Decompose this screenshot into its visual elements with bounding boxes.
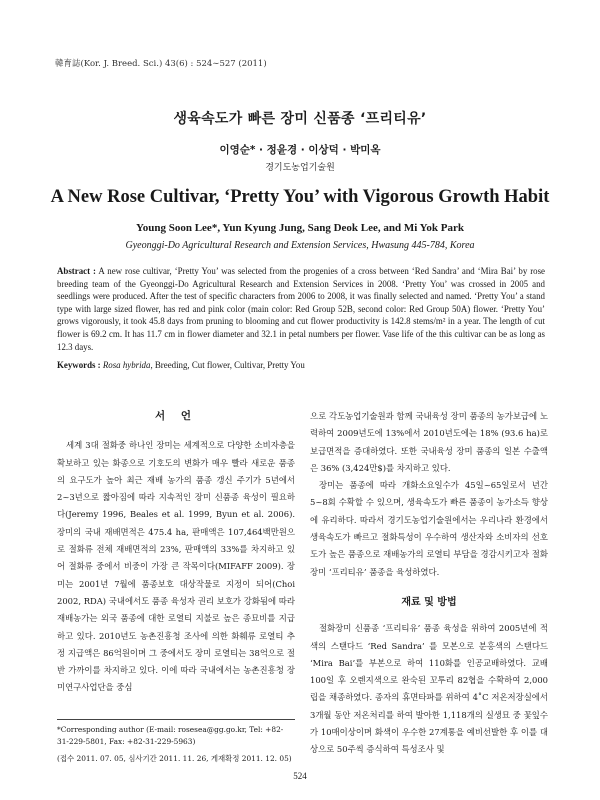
methods-paragraph: 절화장미 신품종 ‘프리티유’ 품종 육성을 위하여 2005년에 적색의 스탠다드 ‘Red Sandra’ 를 모본으로 분홍색의 스탠다드 ‘Mira Bai’를 부본으로 하여 110화를 인공교배하였다. 교배 100일 후 오렌지색으로 완숙된 꼬투리 82협을 수확하여 2,000립을 채종하였다. 종자의 휴면타파를 위하여 4˚C 저온저장실에서 3개월 동안 저온처리를 하여 발아한 1,118개의 실생묘 중 꽃잎수가 10매이상이며 화색이 우수한 27계통을 예비선발한 후 이를 대상으로 50주씩 증식하여 특성조사 및	[310, 623, 548, 755]
introduction-paragraph: 세계 3대 절화중 하나인 장미는 세계적으로 다양한 소비자층을 확보하고 있는 화종으로 기호도의 변화가 매우 빨라 새로운 품종의 요구도가 높아 최근 재배 농가의 품종 갱신 주기가 5년에서 2~3년으로 짧아짐에 따라 지속적인 장미 신품종 육성이 필요하다(Jeremy 1996, Beales et al. 1999, Byun et al. 2006). 장미의 국내 재배면적은 475.4 ha, 판매액은 107,464백만원으로 절화류 전체 재배면적의 23%, 판매액의 33%를 차지하고 있어 절화류 중에서 비중이 가장 큰 작목이다(MIFAFF 2009). 장미는 2001년 7월에 품종보호 대상작물로 지정이 되어(Choi 2002, RDA) 국내에서도 품종 육성자 권리 보호가 강화됨에 따라 재배농가는 외국 품종에 대한 로열티 지불로 높은 종묘비를 지급하고 있다. 2010년도 농촌진흥청 조사에 의한 화훼류 로열티 추정 지급액은 86억원이며 그 중에서도 장미 로열티는 38억으로 절반 가까이를 차지하고 있다. 이에 따라 국내에서는 농촌진흥청 장미연구사업단을 중심	[57, 440, 295, 693]
footnote-divider	[57, 719, 295, 720]
authors-english: Young Soon Lee*, Yun Kyung Jung, Sang Deok Lee, and Mi Yok Park	[136, 222, 464, 234]
title-english: A New Rose Cultivar, ‘Pretty You’ with Vigorous Growth Habit	[50, 187, 550, 207]
abstract	[57, 265, 545, 353]
introduction-paragraph-2: 장미는 품종에 따라 개화소요일수가 45일~65일로서 년간 5~8회 수확할 수 있으며, 생육속도가 빠른 품종이 농가소득 향상에 유리하다. 따라서 경기도농업기술원에서는 우리나라 환경에서 생육속도가 빠르고 절화특성이 우수하여 생산자와 소비자의 선호도가 높은 품종으로 재배농가의 로열티 부담을 경감시키고자 절화장미 ‘프리티유’ 품종을 육성하였다.	[310, 480, 548, 577]
keyword-species: Rosa hybrida	[102, 360, 151, 370]
left-column	[57, 408, 295, 697]
abstract-text: A new rose cultivar, ‘Pretty You’ was selected from the progenies of a cross between ‘Red Sandra’ and ‘Mira Bai’ by rose breeding team of the Gyeonggi-Do Agricultural Research and Extension Services in 2008. ‘Pretty You’ was crossed in 2005 and seedlings were produced. After the test of specific characters from 2006 to 2008, it was finally selected and named. ‘Pretty You’ a stand type with large sized flower, has red and pink color (main color: Red Group 52B, second color: Red Group 50A) flower. ‘Pretty You’ grows vigorously, it took 45.8 days from pruning to blooming and cut flower productivity is 142.8 stems/m² in a year. The length of cut flower is 69.2 cm. It has 11.7 cm in flower diameter and 32.1 in petal numbers per flower. Vase life of the this cultivar can be as long as 12.3 days.	[57, 266, 545, 352]
section-heading-methods: 재료 및 방법	[401, 596, 457, 608]
corresponding-author-footnote: *Corresponding author (E-mail: rosesea@gg.go.kr, Tel: +82-31-229-5801, Fax: +82-31-229-5963)	[57, 725, 284, 746]
received-dates: (접수 2011. 07. 05, 심사기간 2011. 11. 26, 게재확정 2011. 12. 05)	[57, 754, 292, 763]
right-column	[310, 408, 548, 759]
title-korean: 생육속도가 빠른 장미 신품종 ‘프리티유’	[173, 111, 427, 127]
keywords	[57, 360, 545, 370]
abstract-label: Abstract :	[57, 266, 96, 276]
keywords-label: Keywords :	[57, 360, 101, 370]
keywords-rest: , Breeding, Cut flower, Cultivar, Pretty You	[150, 360, 305, 370]
introduction-continued-paragraph: 으로 각도농업기술원과 함께 국내육성 장미 품종의 농가보급에 노력하여 2009년도에 13%에서 2010년도에는 18% (93.6 ha)로 보급면적을 증대하였다. 또한 국내육성 장미 품종의 일본 수출액은 36% (3,424만$)를 차지하고 있다.	[310, 411, 548, 473]
page-number: 524	[293, 771, 307, 781]
affiliation-korean: 경기도농업기술원	[265, 163, 335, 173]
authors-korean: 이영순* · 정윤경 · 이상덕 · 박미옥	[219, 144, 381, 156]
affiliation-english: Gyeonggi-Do Agricultural Research and Extension Services, Hwasung 445-784, Korea	[125, 240, 475, 251]
journal-citation: 韓育誌(Kor. J. Breed. Sci.) 43(6) : 524∼527 (2011)	[55, 59, 267, 69]
section-heading-introduction: 서 언	[155, 410, 197, 422]
